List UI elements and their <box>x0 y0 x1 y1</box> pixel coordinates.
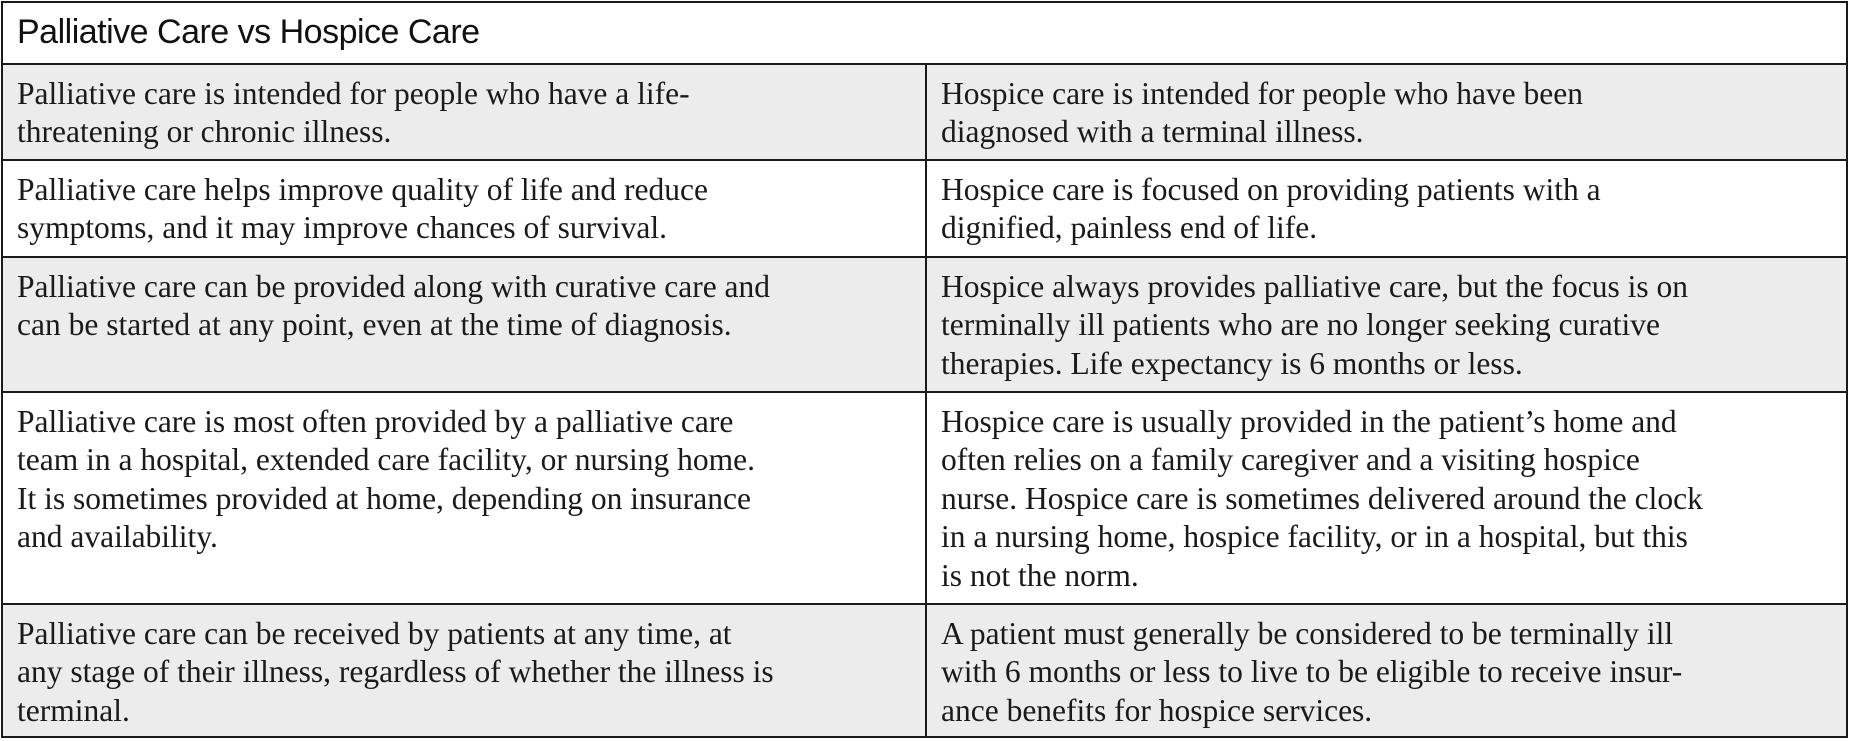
table-row <box>3 605 1846 737</box>
comparison-table <box>1 1 1848 738</box>
hospice-cell: A patient must generally be considered to be terminally ill with 6 months or less to live to be eligible to receive insur- ance benefits for hospice services. <box>941 615 1683 728</box>
palliative-cell: Palliative care is intended for people who have a life- threatening or chronic illness. <box>3 65 927 159</box>
table-row <box>3 161 1846 258</box>
palliative-cell: Palliative care can be provided along with curative care and can be started at any point, even at the time of diagnosis. <box>3 258 927 391</box>
table-row <box>3 258 1846 393</box>
hospice-cell: Hospice care is intended for people who have been diagnosed with a terminal illness. <box>941 75 1583 149</box>
palliative-cell: Palliative care is most often provided by a palliative care team in a hospital, extended care facility, or nursing home. It is sometimes provided at home, depending on insurance and availability. <box>3 393 927 603</box>
hospice-cell: Hospice care is usually provided in the patient’s home and often relies on a family caregiver and a visiting hospice nurse. Hospice care is sometimes delivered around the clock in a nursing home, hospice facility, or in a hospital, but this is not the norm. <box>941 403 1703 593</box>
table-row <box>3 393 1846 605</box>
table-body <box>3 65 1846 737</box>
hospice-cell: Hospice always provides palliative care, but the focus is on terminally ill patients who are no longer seeking curative therapies. Life expectancy is 6 months or less. <box>941 268 1689 381</box>
hospice-cell: Hospice care is focused on providing patients with a dignified, painless end of life. <box>941 171 1601 245</box>
table-title: Palliative Care vs Hospice Care <box>3 3 1846 65</box>
palliative-cell: Palliative care helps improve quality of life and reduce symptoms, and it may improve chances of survival. <box>3 161 927 256</box>
table-row <box>3 65 1846 161</box>
palliative-cell: Palliative care can be received by patients at any time, at any stage of their illness, regardless of whether the illness is terminal. <box>3 605 927 737</box>
